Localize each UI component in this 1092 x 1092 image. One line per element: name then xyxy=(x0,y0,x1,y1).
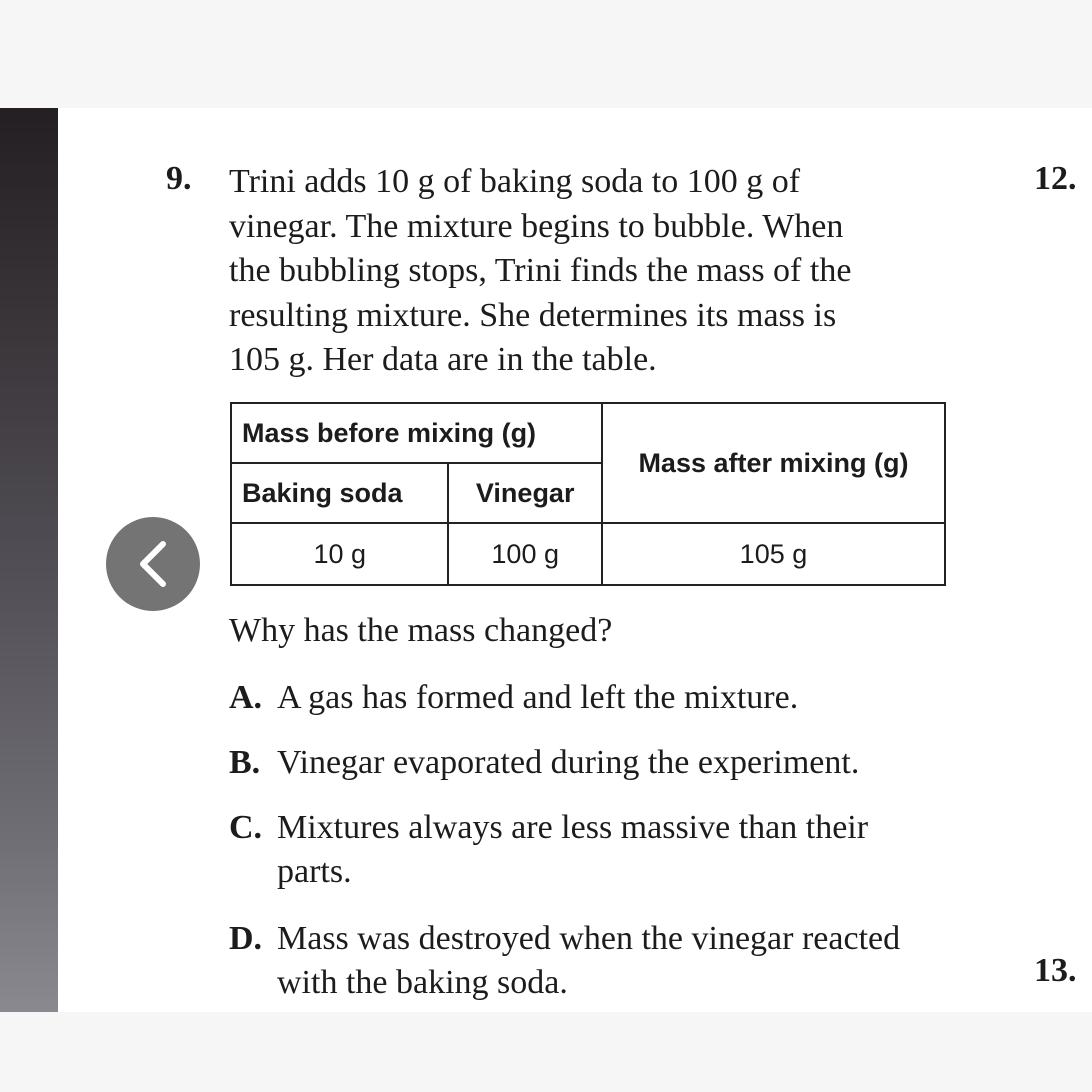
stem-line: Trini adds 10 g of baking soda to 100 g of xyxy=(229,163,801,200)
subheader-baking-soda: Baking soda xyxy=(231,463,448,523)
left-edge-strip xyxy=(0,108,58,1012)
stem-line: vinegar. The mixture begins to bubble. When xyxy=(229,207,844,245)
option-letter: A. xyxy=(229,679,263,716)
option-text: Mass was destroyed when the vinegar reacted xyxy=(277,920,901,957)
option-letter: B. xyxy=(229,744,261,781)
next-question-number-12: 12. xyxy=(1034,160,1077,197)
bottom-margin xyxy=(0,1012,1092,1092)
answer-option-a[interactable] xyxy=(229,676,798,720)
cell-mass-after: 105 g xyxy=(602,523,945,585)
option-text: Vinegar evaporated during the experiment. xyxy=(277,744,860,781)
subheader-vinegar: Vinegar xyxy=(448,463,601,523)
stem-line: resulting mixture. She determines its mass is xyxy=(229,296,837,334)
question-stem xyxy=(229,160,969,383)
question-number: 9. xyxy=(166,160,192,197)
header-mass-before: Mass before mixing (g) xyxy=(231,403,602,463)
option-text: A gas has formed and left the mixture. xyxy=(277,679,799,716)
top-margin xyxy=(0,0,1092,108)
mass-data-table xyxy=(230,402,946,586)
option-text: with the baking soda. xyxy=(277,964,568,1001)
stem-line: the bubbling stops, Trini finds the mass of the xyxy=(229,252,852,289)
cell-baking-soda-mass: 10 g xyxy=(231,523,448,585)
stem-line: 105 g. Her data are in the table. xyxy=(229,341,657,378)
back-button[interactable] xyxy=(106,517,200,611)
answer-option-d[interactable] xyxy=(229,917,900,1005)
next-question-number-13: 13. xyxy=(1034,952,1077,989)
option-letter: D. xyxy=(229,920,263,957)
answer-option-c[interactable] xyxy=(229,806,868,894)
option-text: Mixtures always are less massive than their xyxy=(277,809,869,846)
option-letter: C. xyxy=(229,809,263,846)
answer-option-b[interactable] xyxy=(229,741,859,785)
option-text: parts. xyxy=(277,853,352,890)
header-mass-after: Mass after mixing (g) xyxy=(602,403,945,523)
chevron-left-icon xyxy=(133,538,173,590)
question-prompt: Why has the mass changed? xyxy=(229,612,613,649)
cell-vinegar-mass: 100 g xyxy=(448,523,601,585)
